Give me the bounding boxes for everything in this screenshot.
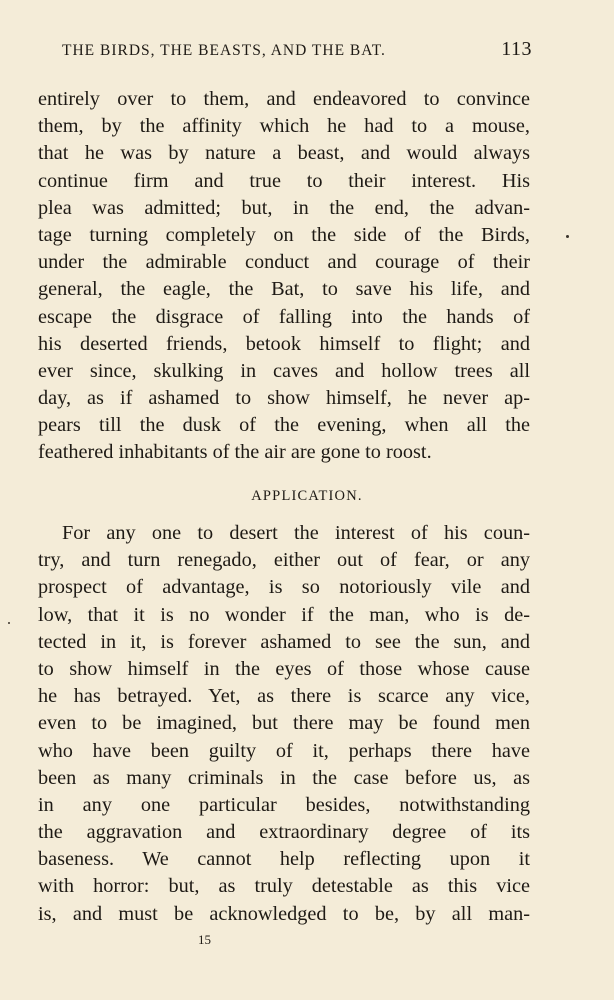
text-line: feathered inhabitants of the air are gone to roost. xyxy=(38,441,432,464)
fable-text xyxy=(38,86,530,467)
text-line: general, the eagle, the Bat, to save his life, and xyxy=(38,278,530,301)
text-line: is, and must be acknowledged to be, by all man- xyxy=(38,902,530,925)
text-line: that he was by nature a beast, and would always xyxy=(38,142,530,165)
running-head xyxy=(62,38,532,61)
text-line: baseness. We cannot help reflecting upon it xyxy=(38,848,530,871)
text-line: been as many criminals in the case before us, as xyxy=(38,766,530,789)
text-line: low, that it is no wonder if the man, who is de- xyxy=(38,603,530,626)
text-line: try, and turn renegado, either out of fear, or any xyxy=(38,549,530,572)
application-text xyxy=(38,520,530,928)
text-line: who have been guilty of it, perhaps there have xyxy=(38,739,530,762)
text-line: pears till the dusk of the evening, when all the xyxy=(38,414,530,437)
ink-speck xyxy=(566,235,569,238)
text-line: in any one particular besides, notwithstanding xyxy=(38,793,530,816)
page-number: 113 xyxy=(501,38,532,60)
section-heading: APPLICATION. xyxy=(251,488,363,504)
text-line: he has betrayed. Yet, as there is scarce any vice, xyxy=(38,685,530,708)
text-line: prospect of advantage, is so notoriously vile and xyxy=(38,576,530,599)
text-line: entirely over to them, and endeavored to convince xyxy=(38,88,530,110)
text-line: under the admirable conduct and courage of their xyxy=(38,251,530,274)
text-line: tage turning completely on the side of the Birds, xyxy=(38,223,530,246)
text-line: For any one to desert the interest of his coun- xyxy=(62,522,530,544)
text-line: even to be imagined, but there may be found men xyxy=(38,712,530,735)
text-line: them, by the affinity which he had to a mouse, xyxy=(38,115,530,138)
ink-speck xyxy=(8,622,10,624)
text-line: escape the disgrace of falling into the hands of xyxy=(38,305,530,328)
text-line: the aggravation and extraordinary degree of its xyxy=(38,821,530,844)
text-line: plea was admitted; but, in the end, the advan- xyxy=(38,196,530,219)
text-line: tected in it, is forever ashamed to see the sun, and xyxy=(38,630,530,653)
text-line: with horror: but, as truly detestable as this vice xyxy=(38,875,530,898)
text-line: to show himself in the eyes of those whose cause xyxy=(38,657,530,680)
text-line: day, as if ashamed to show himself, he never ap- xyxy=(38,387,530,410)
text-line: continue firm and true to their interest. His xyxy=(38,169,530,192)
running-title: THE BIRDS, THE BEASTS, AND THE BAT. xyxy=(62,42,386,59)
text-line: his deserted friends, betook himself to flight; and xyxy=(38,332,530,355)
text-line: ever since, skulking in caves and hollow trees all xyxy=(38,359,530,382)
signature-mark: 15 xyxy=(198,932,211,947)
